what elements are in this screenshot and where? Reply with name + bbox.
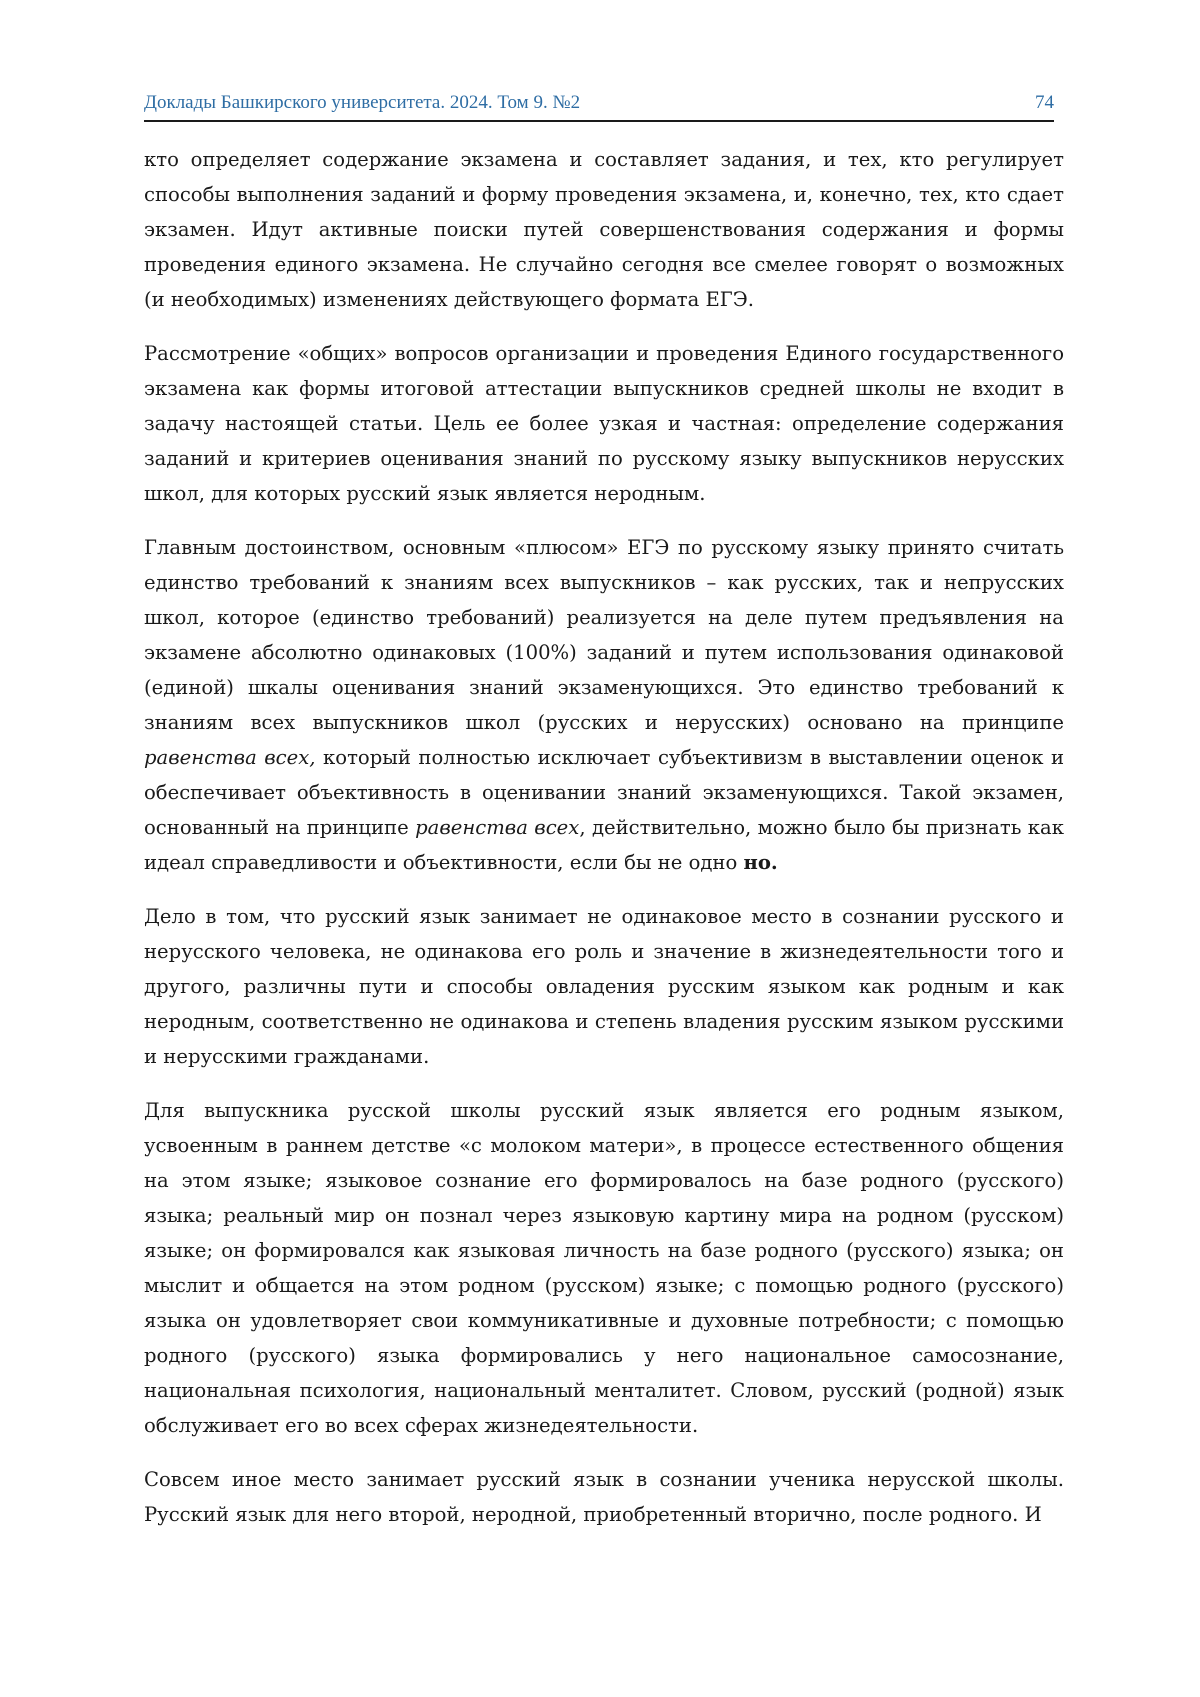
paragraph-3-text-1: Главным достоинством, основным «плюсом» ЕГЭ по русскому языку принято считать единство требований к знаниям всех выпускников – как русских, так и непрусских школ, которое (единство требований) реализуется на деле путем предъявления на экзамене абсолютно одинаковых (100%) заданий и путем использования одинаковой (единой) шкалы оценивания знаний экзаменующихся. Это единство требований к знаниям всех выпускников школ (русских и нерусских) основано на принципе xyxy=(144,536,1064,734)
paragraph-3-emphasis-1: равенства всех, xyxy=(144,746,316,769)
running-header xyxy=(144,92,1054,122)
paragraph-5: Для выпускника русской школы русский язык является его родным языком, усвоенным в раннем детстве «с молоком матери», в процессе естественного общения на этом языке; языковое сознание его формировалось на базе родного (русского) языка; реальный мир он познал через языковую картину мира на родном (русском) языке; он формировался как языковая личность на базе родного (русского) языка; он мыслит и общается на этом родном (русском) языке; с помощью родного (русского) языка он удовлетворяет свои коммуникативные и духовные потребности; с помощью родного (русского) языка формировались у него национальное самосознание, национальная психология, национальный менталитет. Словом, русский (родной) язык обслуживает его во всех сферах жизнедеятельности. xyxy=(144,1099,1064,1437)
paragraph-3-emphasis-2: равенства всех xyxy=(415,816,580,839)
paragraph-1: кто определяет содержание экзамена и составляет задания, и тех, кто регулирует способы выполнения заданий и форму проведения экзамена, и, конечно, тех, кто сдает экзамен. Идут активные поиски путей совершенствования содержания и формы проведения единого экзамена. Не случайно сегодня все смелее говорят о возможных (и необходимых) изменениях действующего формата ЕГЭ. xyxy=(144,148,1064,311)
body-text xyxy=(144,142,1064,1551)
paragraph-2: Рассмотрение «общих» вопросов организации и проведения Единого государственного экзамена как формы итоговой аттестации выпускников средней школы не входит в задачу настоящей статьи. Цель ее более узкая и частная: определение содержания заданий и критериев оценивания знаний по русскому языку выпускников нерусских школ, для которых русский язык является неродным. xyxy=(144,342,1064,505)
paragraph-4: Дело в том, что русский язык занимает не одинаковое место в сознании русского и нерусского человека, не одинакова его роль и значение в жизнедеятельности того и другого, различны пути и способы овладения русским языком как родным и как неродным, соответственно не одинакова и степень владения русским языком русскими и нерусскими гражданами. xyxy=(144,905,1064,1068)
journal-citation: Доклады Башкирского университета. 2024. Том 9. №2 xyxy=(144,92,581,113)
paragraph-3-text-2: который полностью исключает субъективизм в выставлении оценок и обеспечивает объективность в оценивании знаний экзаменующихся. Такой экзамен, основанный на принципе xyxy=(144,746,1065,839)
paragraph-3-text-3: , действительно, можно было бы признать как идеал справедливости и объективности, если бы не одно xyxy=(144,816,1064,874)
paragraph-6: Совсем иное место занимает русский язык в сознании ученика нерусской школы. Русский язык для него второй, неродной, приобретенный вторично, после родного. И xyxy=(144,1468,1064,1526)
page-number: 74 xyxy=(1035,92,1054,113)
paragraph-3-bold: но. xyxy=(743,851,778,874)
paragraph-3 xyxy=(144,530,1064,880)
